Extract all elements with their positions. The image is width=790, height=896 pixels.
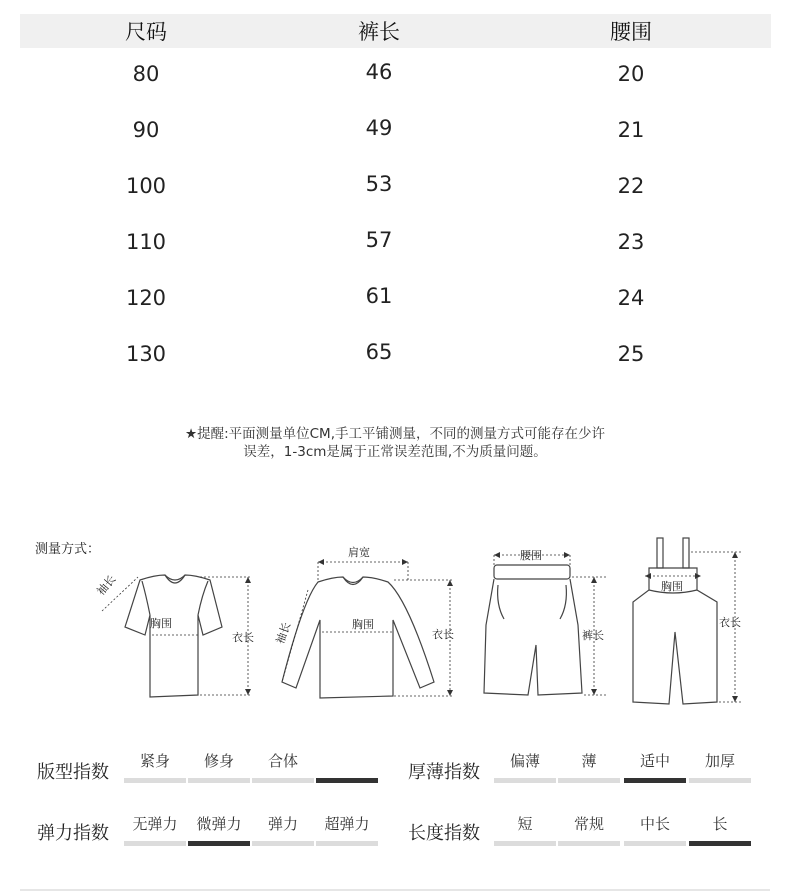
tshirt-sleeve-label: 袖长	[94, 572, 119, 598]
length-option-label: 长	[712, 815, 728, 833]
length-option-label: 短	[517, 815, 533, 833]
elasticity-option-label: 无弹力	[132, 815, 178, 833]
shorts-illustration	[478, 545, 618, 705]
overalls-length-label: 衣长	[719, 616, 741, 629]
cell-pants-length: 46	[365, 60, 393, 84]
cell-pants-length: 61	[365, 284, 393, 308]
thickness-option-bar	[689, 778, 751, 783]
cell-pants-length: 65	[365, 340, 393, 364]
longsleeve-shoulder-label: 肩宽	[348, 546, 370, 559]
length-option-label: 常规	[573, 815, 604, 833]
tshirt-illustration	[80, 545, 270, 705]
elasticity-option-2	[188, 815, 250, 833]
cell-pants-length: 49	[365, 116, 393, 140]
elasticity-option-bar	[124, 841, 186, 846]
fit-option-bar	[124, 778, 186, 783]
table-row	[20, 216, 771, 272]
fit-index-title: 版型指数	[37, 762, 109, 783]
table-row	[20, 48, 771, 104]
length-option-bar	[558, 841, 620, 846]
thickness-option-bar	[494, 778, 556, 783]
cell-waist: 21	[617, 118, 645, 142]
cell-waist: 25	[617, 342, 645, 366]
shorts-diagram	[478, 545, 618, 705]
thickness-option-label: 偏薄	[509, 752, 540, 770]
cell-size: 90	[132, 118, 160, 142]
length-index	[395, 815, 790, 855]
length-option-4	[689, 815, 751, 833]
cell-size: 130	[125, 342, 167, 366]
length-index-title: 长度指数	[408, 823, 480, 844]
header-pants-length: 裤长	[358, 20, 400, 44]
bottom-divider	[20, 889, 770, 891]
thickness-index-title: 厚薄指数	[408, 762, 480, 783]
cell-waist: 20	[617, 62, 645, 86]
length-option-label: 中长	[639, 815, 670, 833]
table-row	[20, 104, 771, 160]
length-option-bar	[624, 841, 686, 846]
fit-option-3	[252, 752, 314, 770]
fit-option-label: 合体	[267, 752, 298, 770]
elasticity-option-bar-selected	[188, 841, 250, 846]
note-line-2: 误差，1-3cm是属于正常误差范围,不为质量问题。	[243, 444, 547, 460]
size-table-header	[20, 14, 771, 48]
thickness-option-3	[624, 752, 686, 770]
elasticity-option-label: 超弹力	[324, 815, 370, 833]
thickness-option-label: 加厚	[704, 752, 735, 770]
header-size: 尺码	[125, 20, 167, 44]
fit-option-label: 紧身	[139, 752, 170, 770]
length-option-2	[558, 815, 620, 833]
length-option-bar-selected	[689, 841, 751, 846]
longsleeve-length-label: 衣长	[432, 628, 454, 641]
measurement-note	[0, 425, 790, 461]
tshirt-diagram	[80, 545, 270, 705]
elasticity-index	[0, 815, 395, 855]
overalls-diagram	[625, 532, 755, 712]
table-row	[20, 328, 771, 384]
thickness-option-1	[494, 752, 556, 770]
cell-waist: 22	[617, 174, 645, 198]
cell-pants-length: 57	[365, 228, 393, 252]
thickness-option-label: 适中	[639, 752, 670, 770]
cell-waist: 23	[617, 230, 645, 254]
fit-option-bar-selected	[316, 778, 378, 783]
longsleeve-diagram	[268, 540, 473, 710]
shorts-waist-label: 腰围	[520, 549, 542, 562]
thickness-option-label: 薄	[581, 752, 597, 770]
fit-index	[0, 752, 395, 792]
thickness-option-bar	[558, 778, 620, 783]
tshirt-length-label: 衣长	[232, 631, 254, 644]
elasticity-index-title: 弹力指数	[37, 823, 109, 844]
tshirt-chest-label: 胸围	[150, 617, 172, 630]
elasticity-option-bar	[316, 841, 378, 846]
cell-pants-length: 53	[365, 172, 393, 196]
fit-option-label: 修身	[203, 752, 234, 770]
fit-option-bar	[252, 778, 314, 783]
elasticity-option-bar	[252, 841, 314, 846]
elasticity-option-label: 弹力	[267, 815, 298, 833]
fit-option-1	[124, 752, 186, 770]
table-row	[20, 160, 771, 216]
size-table	[20, 14, 771, 366]
thickness-option-bar-selected	[624, 778, 686, 783]
elasticity-option-label: 微弹力	[196, 815, 242, 833]
table-row	[20, 272, 771, 328]
elasticity-option-1	[124, 815, 186, 833]
cell-size: 110	[125, 230, 167, 254]
cell-waist: 24	[617, 286, 645, 310]
note-line-1: ★提醒:平面测量单位CM,手工平铺测量，不同的测量方式可能存在少许	[184, 426, 605, 442]
overalls-chest-label: 胸围	[661, 580, 683, 593]
fit-option-2	[188, 752, 250, 770]
cell-size: 100	[125, 174, 167, 198]
shorts-length-label: 裤长	[582, 629, 604, 642]
measure-method-title: 测量方式：	[35, 542, 101, 557]
thickness-option-2	[558, 752, 620, 770]
elasticity-option-3	[252, 815, 314, 833]
fit-option-bar	[188, 778, 250, 783]
thickness-option-4	[689, 752, 751, 770]
longsleeve-chest-label: 胸围	[352, 618, 374, 631]
longsleeve-sleeve-label: 袖长	[273, 620, 294, 646]
size-table-body	[20, 48, 771, 384]
elasticity-option-4	[316, 815, 378, 833]
header-waist: 腰围	[610, 20, 652, 44]
length-option-1	[494, 815, 556, 833]
thickness-index	[395, 752, 790, 792]
length-option-bar	[494, 841, 556, 846]
cell-size: 120	[125, 286, 167, 310]
length-option-3	[624, 815, 686, 833]
cell-size: 80	[132, 62, 160, 86]
